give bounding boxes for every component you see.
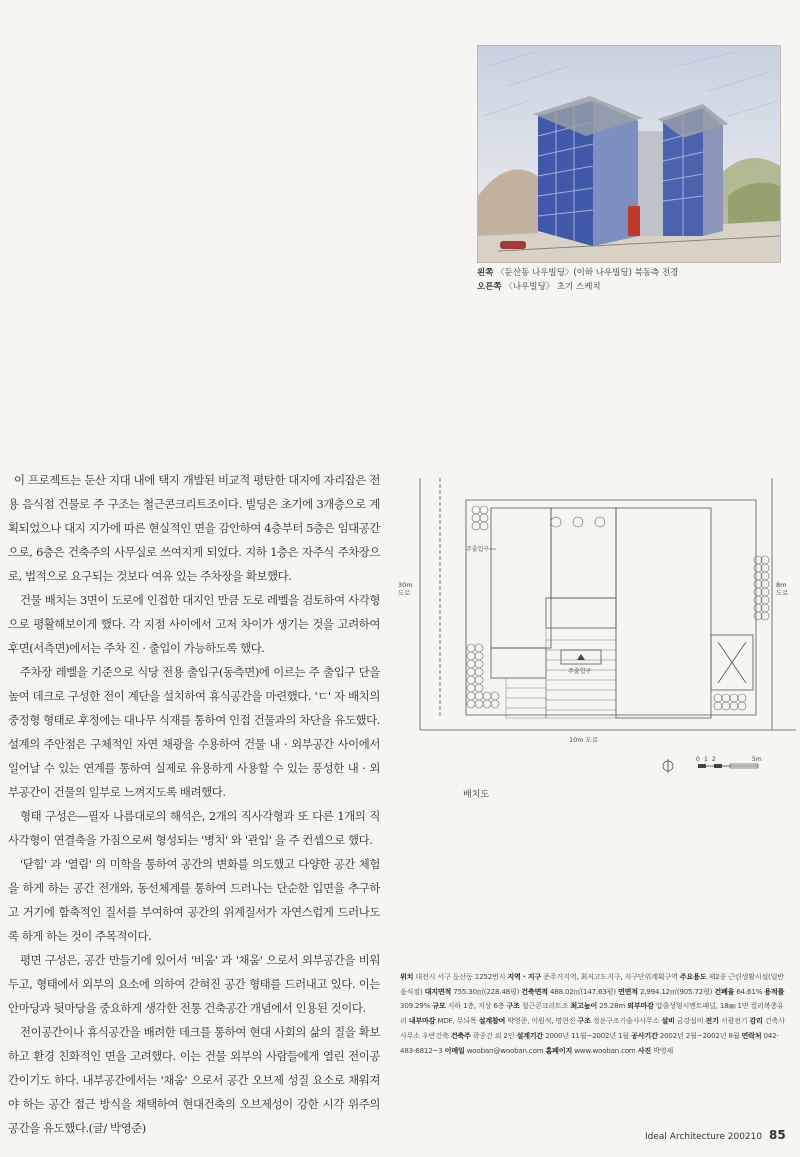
scale-label-5: 5m [752, 756, 762, 763]
info-key: 연면적 [617, 986, 638, 996]
info-key: 규모 [432, 1001, 446, 1011]
info-value: 2002년 2월~2002년 8월 [657, 1030, 742, 1040]
info-key: 위치 [400, 972, 414, 981]
info-key: 최고높이 [570, 1001, 598, 1011]
magazine-name: Ideal Architecture 200210 [645, 1132, 763, 1142]
info-value: 755.30㎡(228.48평) [451, 986, 522, 996]
info-value: 압출성형시멘트패널, 18㎜ 1면 컬러복층유리 [400, 1001, 784, 1026]
info-key: 건축면적 [521, 986, 548, 996]
info-value: MDF, 무늬목 [435, 1016, 479, 1026]
info-value: 309.29% [400, 1001, 433, 1011]
scale-label-2: 2 [712, 756, 716, 763]
building-sketch-image [477, 45, 781, 263]
project-info [400, 970, 785, 1058]
scale-label-1: 1 [704, 756, 708, 763]
caption-left-text: 〈둔산동 나우빌딩〉(이하 나우빌딩) 북동측 전경 [496, 268, 679, 278]
info-key: 용적률 [764, 986, 785, 996]
caption-right-text: 〈나우빌딩〉 초기 스케치 [504, 282, 601, 292]
info-value: www.wooban.com [572, 1045, 638, 1055]
info-key: 연락처 [741, 1030, 762, 1040]
scale-label-0: 0 [696, 756, 700, 763]
caption-right-label: 오른쪽 [477, 282, 502, 292]
info-value: 박영준, 이원석, 명현진 [505, 1016, 578, 1026]
info-value: 64.61% [734, 986, 765, 996]
road-bottom-label: 10m 도로 [569, 736, 599, 744]
paragraph: 형태 구성은—필자 나름대로의 해석은, 2개의 직사각형과 또 다른 1개의 직사각형이 연결축을 가짐으로써 형성되는 '병치' 와 '관입' 을 주 컨셉으로 했다. [8, 809, 380, 847]
info-key: 건축주 [450, 1030, 471, 1040]
info-value: 대전시 서구 둔산동 1252번지 [413, 972, 508, 981]
info-key: 홈페이지 [545, 1045, 573, 1055]
info-key: 구조 [577, 1016, 591, 1026]
info-value: 건축사사무소 우반건축 [400, 1016, 785, 1040]
info-value: 금강설비 [674, 1016, 706, 1026]
info-key: 건폐율 [714, 986, 735, 996]
caption-left [477, 266, 678, 278]
north-arrow-icon [663, 759, 673, 773]
main-entrance-label: 주출입구 [568, 668, 592, 675]
site-plan-title: 배치도 [463, 790, 490, 800]
info-key: 공사기간 [631, 1030, 658, 1040]
page-footer [645, 1128, 786, 1142]
info-value: 2000년 11월~2002년 1월 [543, 1030, 632, 1040]
paragraph: 평면 구성은, 공간 만들기에 있어서 '비움' 과 '채움' 으로서 외부공간을 비워두고, 형태에서 외부의 요소에 의하여 갇혀진 공간 형태를 드러내고 있다. 이는 안마당과 뒷마당을 중요하게 생각한 전통 건축공간 개념에서 인용된 것이다. [8, 953, 380, 1015]
sub-entrance-label: 주출입구 [466, 546, 490, 553]
info-value: 정운구조기술사사무소 [590, 1016, 662, 1026]
road-right-label-2: 도로 [776, 589, 789, 597]
page-number: 85 [768, 1128, 786, 1142]
info-key: 내부마감 [408, 1016, 436, 1026]
info-value: 지하 1층, 지상 6층 [445, 1001, 507, 1011]
paragraph: 건물 배치는 3면이 도로에 인접한 대지인 만큼 도로 레벨을 검토하여 사각형으로 평활해보이게 했다. 각 지점 사이에서 고저 차이가 생기는 것을 고려하여 후면(서측면)에서는 주차 진 · 출입이 가능하도록 했다. [8, 593, 380, 655]
info-key: 사진 [637, 1045, 652, 1055]
info-key: 대지면적 [424, 986, 452, 996]
article-body [8, 468, 380, 1140]
info-value: 서광전기 [718, 1016, 750, 1026]
caption-right [477, 280, 601, 292]
road-right-label: 8m [776, 581, 787, 589]
info-key: 주요용도 [679, 972, 707, 981]
info-value: 제2종 근린생활시설(일반음식점) [400, 972, 784, 996]
info-key: 지역 · 지구 [507, 972, 542, 981]
paragraph: '닫힘' 과 '열림' 의 미학을 통하여 공간의 변화를 의도했고 다양한 공간 체험을 하게 하는 공간 전개와, 동선체계를 통하여 드러나는 단순한 입면을 추구하고 거기에 함축적인 질서를 부여하여 공간의 위계질서가 자연스럽게 드러나도록 하게 하는 것이 주목적이다. [8, 857, 380, 943]
road-left-label: 30m [398, 581, 413, 589]
info-key: 외부마감 [627, 1001, 654, 1011]
info-value: 준주거지역, 최저고도지구, 지구단위계획구역 [541, 972, 680, 981]
info-key: 구조 [506, 1001, 520, 1011]
info-value: 2,994.12㎡(905.72평) [637, 986, 715, 996]
road-left-label-2: 도로 [398, 589, 411, 597]
info-key: 설계참여 [478, 1016, 506, 1026]
entrance-arrow-icon [577, 654, 585, 660]
info-value: 박영제 [651, 1045, 674, 1055]
info-value: 25.28m [597, 1001, 628, 1011]
info-value: 곽종건 외 2인 [470, 1030, 517, 1040]
info-key: 설계기간 [516, 1030, 544, 1040]
site-plan-drawing [396, 470, 796, 800]
info-key: 감리 [749, 1016, 763, 1026]
paragraph: 전이공간이나 휴식공간을 배려한 데크를 통하여 현대 사회의 삶의 질을 확보하고 환경 친화적인 면을 고려했다. 이는 건물 외부의 사람들에게 열린 전이공간이기도 하다. 내부공간에서는 '채움' 으로서 공간 오브제 성질 요소로 채워져야 하는 공간 접근 방식을 채택하여 현대건축의 오브제성이 강한 시각 위주의 공간을 유도했다.(글/ 박영준) [8, 1025, 380, 1135]
paragraph: 주차장 레벨을 기준으로 식당 전용 출입구(동측면)에 이르는 주 출입구 단을 높여 데크로 구성한 전이 계단을 설치하여 휴식공간을 마련했다. 'ㄷ' 자 배치의 중정형 형태로 후정에는 대나무 식재를 통하여 인접 건물과의 차단을 유도했다. 설계의 주안점은 구체적인 자연 채광을 수용하여 건물 내 · 외부공간 사이에서 일어날 수 있는 연계를 통하여 실제로 유용하게 사용할 수 있는 풍성한 내 · 외부공간이 건물의 일부로 느껴지도록 배려했다. [8, 665, 380, 799]
info-value: 488.02㎡(147.63평) [547, 986, 618, 996]
info-key: 설비 [661, 1016, 675, 1026]
scale-bar [696, 756, 762, 768]
info-value: wooban@wooban.com [464, 1045, 546, 1055]
info-value: 철근콘크리트조 [519, 1001, 571, 1011]
info-key: 전기 [705, 1016, 719, 1026]
caption-left-label: 왼쪽 [477, 268, 494, 278]
paragraph: 이 프로젝트는 둔산 지대 내에 택지 개발된 비교적 평탄한 대지에 자리잡은 전용 음식점 건물로 주 구조는 철근콘크리트조이다. 빌딩은 초기에 3개층으로 계획되었으나 대지 지가에 따른 현실적인 면을 감안하여 4층부터 5층은 임대공간으로, 6층은 건축주의 사무실로 쓰여지게 되었다. 지하 1층은 자주식 주차장으로, 법적으로 요구되는 것보다 여유 있는 주차장을 확보했다. [8, 473, 380, 583]
info-value: 042-483-6812~3 [400, 1030, 779, 1055]
info-key: 이메일 [444, 1045, 465, 1055]
